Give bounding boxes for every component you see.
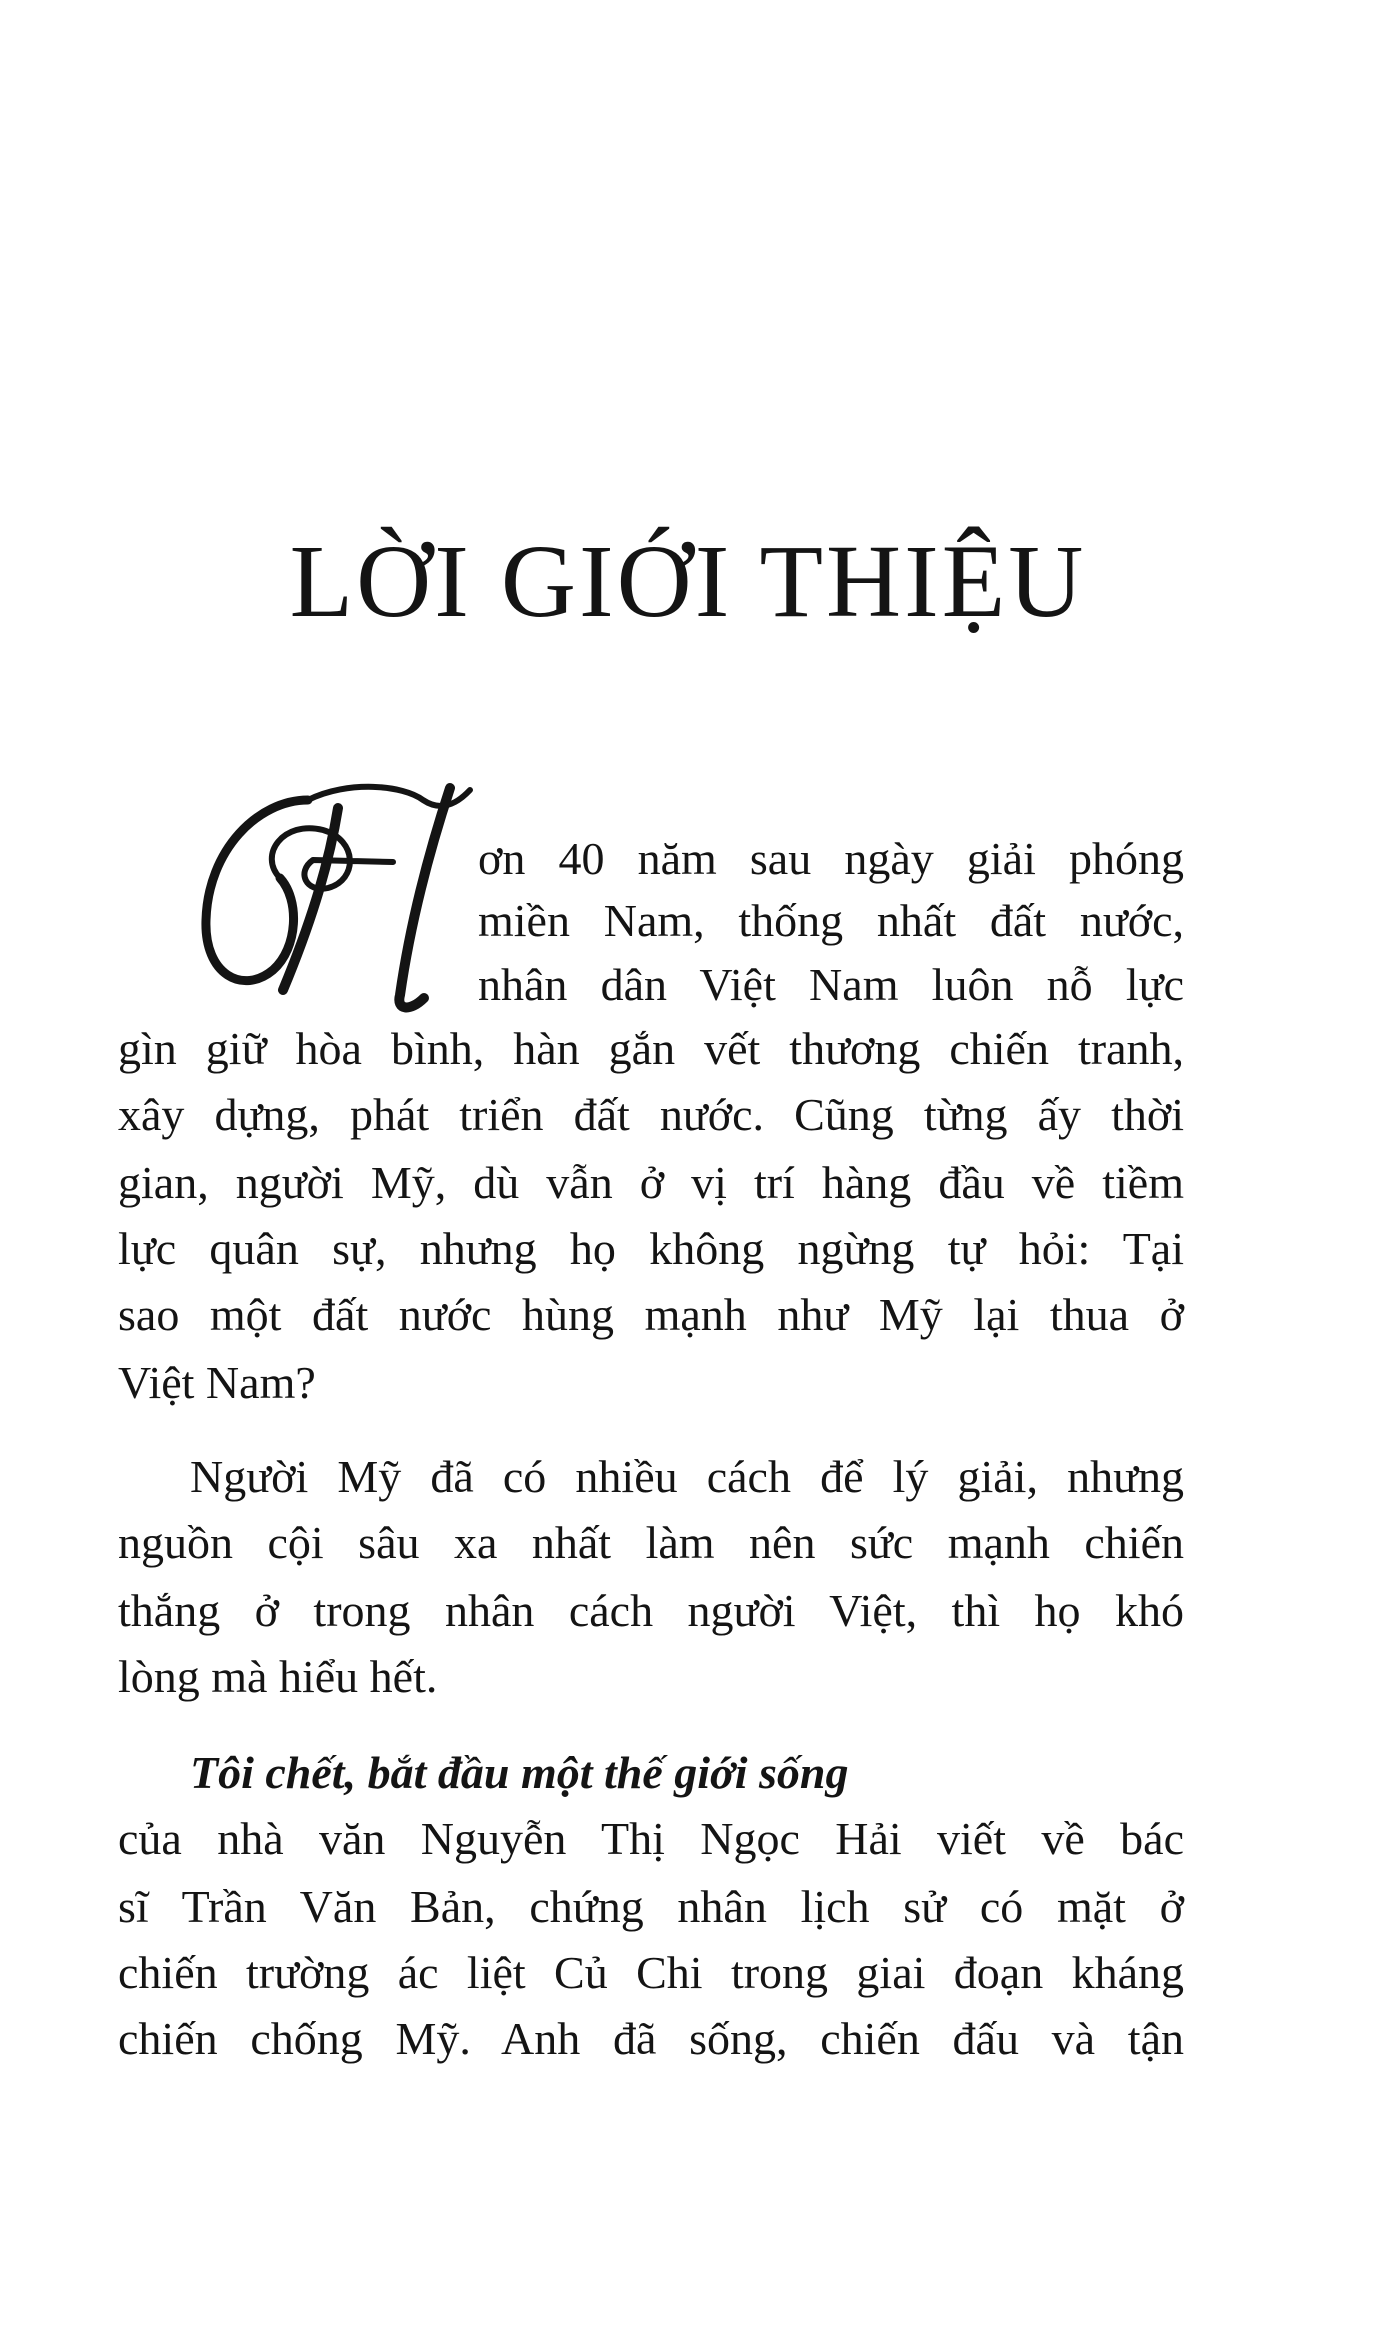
paragraph-line: chiến chống Mỹ. Anh đã sống, chiến đấu và tận	[118, 2013, 1184, 2064]
drop-cap-h-ornament	[188, 760, 488, 1020]
line-text: ơn 40 năm sau ngày giải phóng	[478, 833, 1184, 884]
paragraph-line: thắng ở trong nhân cách người Việt, thì họ khó	[118, 1585, 1184, 1636]
paragraph-line: của nhà văn Nguyễn Thị Ngọc Hải viết về bác	[118, 1813, 1184, 1864]
paragraph-line	[478, 833, 1184, 884]
paragraph-line: gian, người Mỹ, dù vẫn ở vị trí hàng đầu về tiềm	[118, 1157, 1184, 1208]
paragraph-line: lực quân sự, nhưng họ không ngừng tự hỏi: Tại	[118, 1223, 1184, 1274]
paragraph-line: sao một đất nước hùng mạnh như Mỹ lại thua ở	[118, 1289, 1184, 1340]
paragraph-line: Người Mỹ đã có nhiều cách để lý giải, nhưng	[190, 1451, 1184, 1502]
book-title-line: Tôi chết, bắt đầu một thế giới sống	[190, 1747, 849, 1798]
paragraph-line: gìn giữ hòa bình, hàn gắn vết thương chiến tranh,	[118, 1023, 1184, 1074]
paragraph-line: nhân dân Việt Nam luôn nỗ lực	[478, 959, 1184, 1010]
paragraph-line: sĩ Trần Văn Bản, chứng nhân lịch sử có mặt ở	[118, 1881, 1184, 1932]
paragraph-line: Việt Nam?	[118, 1357, 316, 1408]
chapter-title: LỜI GIỚI THIỆU	[289, 524, 1087, 639]
paragraph-line: nguồn cội sâu xa nhất làm nên sức mạnh chiến	[118, 1517, 1184, 1568]
paragraph-line: miền Nam, thống nhất đất nước,	[478, 895, 1184, 946]
paragraph-line: xây dựng, phát triển đất nước. Cũng từng ấy thời	[118, 1089, 1184, 1140]
paragraph-line: lòng mà hiểu hết.	[118, 1651, 438, 1702]
paragraph-line: chiến trường ác liệt Củ Chi trong giai đoạn kháng	[118, 1947, 1184, 1998]
